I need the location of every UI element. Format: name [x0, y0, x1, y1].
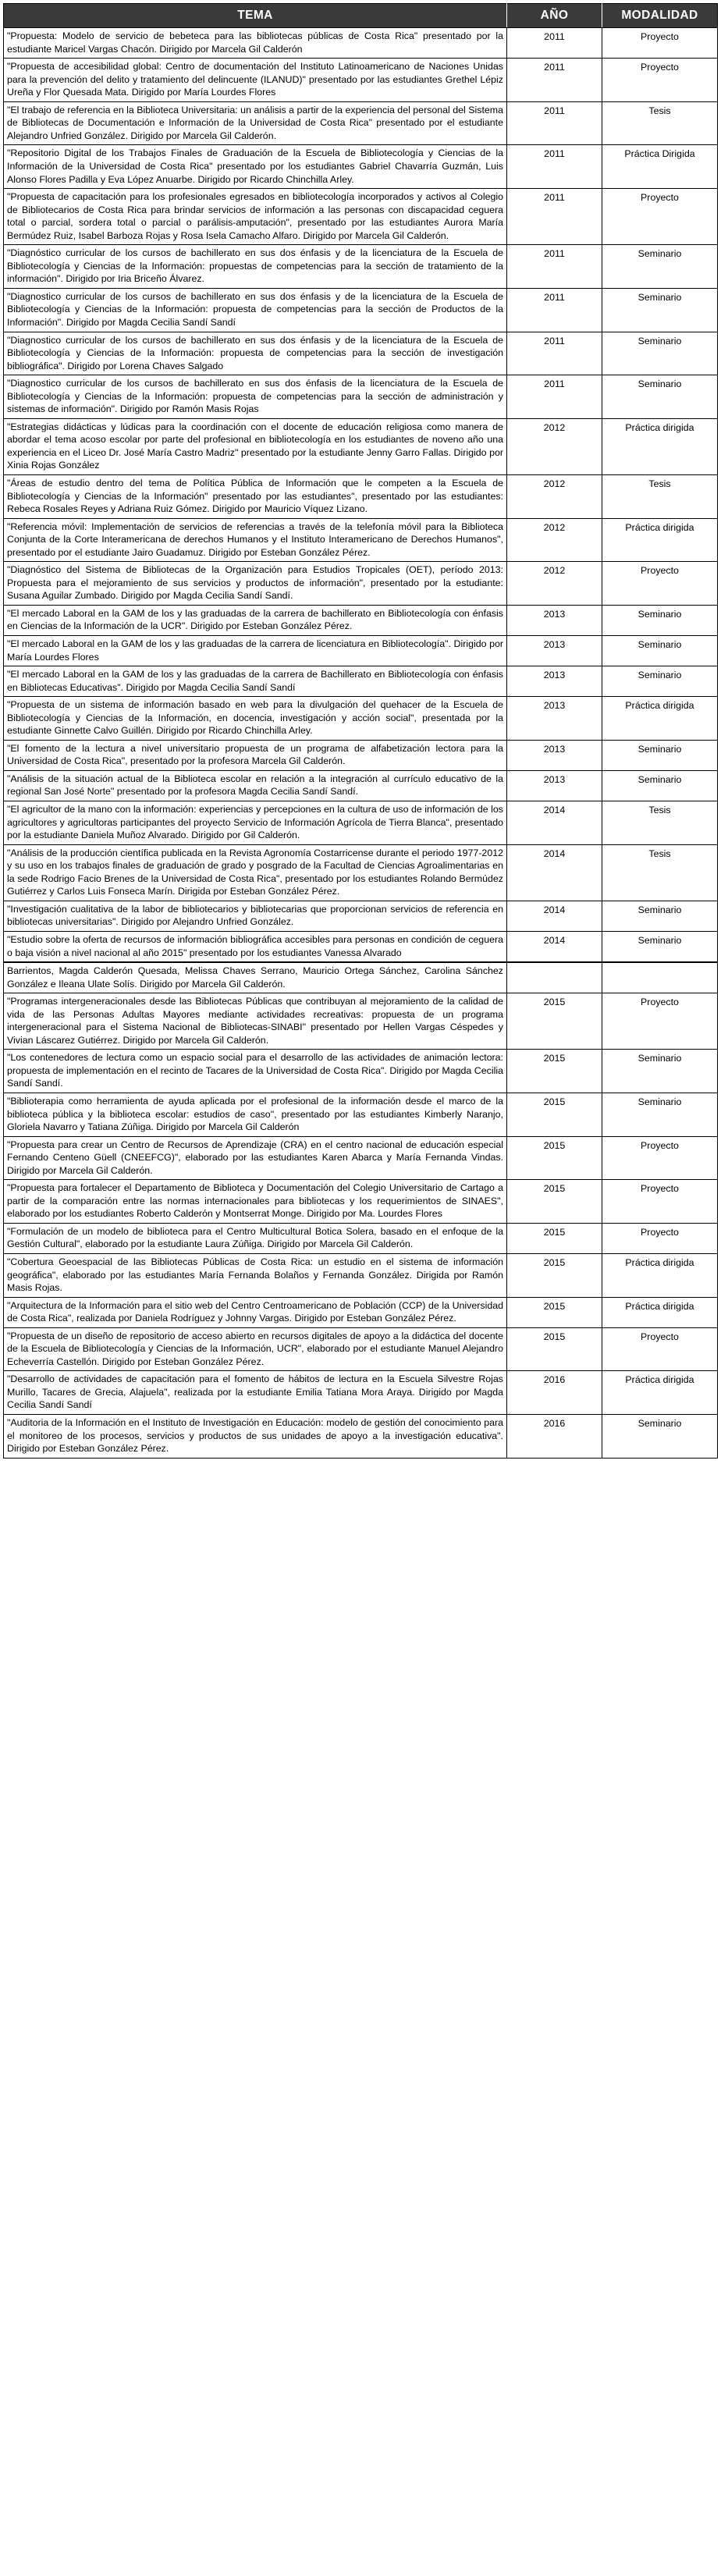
cell-tema: "Programas intergeneracionales desde las Bibliotecas Públicas que contribuyan al mejoramiento de la calidad de vida de las Personas Adultas Mayores mediante actividades recreativas: propuesta de un programa intergeneracional para el Sistema Nacional de Bibliotecas-SINABI" presentado por Hellen Vargas Céspedes y Vivian Láscarez Gutiérrez. Dirigido por Marcela Gil Calderón.: [4, 993, 507, 1050]
cell-modalidad: Seminario: [602, 901, 718, 931]
cell-anio: 2013: [507, 770, 602, 801]
cell-modalidad: Seminario: [602, 332, 718, 375]
cell-modalidad: Tesis: [602, 101, 718, 145]
cell-tema: "El agricultor de la mano con la información: experiencias y percepciones en la cultura de uso de información de los agricultores y agricultoras participantes del proyecto Servicio de Información Agrícola de Tierra Blanca", presentado por la estudiante Daniela Muñoz Alvarado. Dirigido por Gil Calderón.: [4, 801, 507, 845]
table-body: [4, 28, 718, 1459]
cell-modalidad: Práctica Dirigida: [602, 145, 718, 189]
table-row: [4, 740, 718, 770]
cell-tema: "Propuesta: Modelo de servicio de bebeteca para las bibliotecas públicas de Costa Rica" presentado por la estudiante Maricel Vargas Chacón. Dirigido por Marcela Gil Calderón: [4, 28, 507, 59]
cell-anio: [507, 962, 602, 993]
table-row: [4, 245, 718, 289]
cell-modalidad: Seminario: [602, 1093, 718, 1136]
cell-tema: "Propuesta de un diseño de repositorio de acceso abierto en recursos digitales de apoyo a la didáctica del docente de la Escuela de Bibliotecología y Ciencias de la Información, UCR", elaborado por el estudiante Manuel Alejandro Echeverría Castellón. Dirigido por Esteban González Pérez.: [4, 1327, 507, 1371]
cell-anio: 2012: [507, 418, 602, 474]
table-row: [4, 770, 718, 801]
cell-anio: 2015: [507, 1327, 602, 1371]
cell-modalidad: [602, 962, 718, 993]
cell-tema: Barrientos, Magda Calderón Quesada, Melissa Chaves Serrano, Mauricio Ortega Sánchez, Carolina Sánchez González e Ileana Ulate Solís. Dirigido por Marcela Gil Calderón.: [4, 962, 507, 993]
cell-modalidad: Práctica dirigida: [602, 518, 718, 562]
table-row: [4, 28, 718, 59]
cell-tema: "Biblioterapia como herramienta de ayuda aplicada por el profesional de la información desde el marco de la biblioteca pública y la biblioteca escolar: estudios de caso", presentado por las estudiantes Kimberly Naranjo, Gloriela Navarro y Tatiana Zúñiga. Dirigido por Marcela Gil Calderón: [4, 1093, 507, 1136]
table-row: [4, 375, 718, 419]
table-row: [4, 1093, 718, 1136]
cell-tema: "Diagnóstico del Sistema de Bibliotecas de la Organización para Estudios Tropicales (OET), período 2013: Propuesta para el mejoramiento de sus servicios y productos de información", presentado por la estudiante: Susana Aguilar Zumbado. Dirigido por Magda Cecilia Sandí Sandí.: [4, 562, 507, 606]
cell-tema: "Estrategias didácticas y lúdicas para la coordinación con el docente de educación religiosa como manera de abordar el tema acoso escolar por parte del profesional en bibliotecología en los estudiantes de noveno año una experiencia en el Liceo Dr. José María Castro Madriz" presentado por la estudiante Jenny Garro Fallas. Dirigido por Xinia Rojas González: [4, 418, 507, 474]
cell-modalidad: Seminario: [602, 740, 718, 770]
cell-modalidad: Tesis: [602, 475, 718, 519]
cell-tema: "Diagnostico curricular de los cursos de bachillerato en sus dos énfasis de la licenciatura de la Escuela de Bibliotecología y Ciencias de la Información: propuesta de competencias para la sección de administración y sistemas de información". Dirigido por Ramón Masis Rojas: [4, 375, 507, 419]
table-row: [4, 518, 718, 562]
table-row: [4, 1327, 718, 1371]
cell-modalidad: Proyecto: [602, 562, 718, 606]
cell-modalidad: Proyecto: [602, 189, 718, 245]
cell-anio: 2015: [507, 1180, 602, 1224]
cell-anio: 2011: [507, 375, 602, 419]
cell-tema: "El fomento de la lectura a nivel universitario propuesta de un programa de alfabetización lectora para la Universidad de Costa Rica", presentado por la profesora Marcela Gil Calderón.: [4, 740, 507, 770]
cell-tema: "El mercado Laboral en la GAM de los y las graduadas de la carrera de bachillerato en Bibliotecología con énfasis en Ciencias de la Información de la UCR". Dirigido por Esteban González Pérez.: [4, 605, 507, 635]
cell-modalidad: Práctica dirigida: [602, 418, 718, 474]
cell-anio: 2011: [507, 332, 602, 375]
table-row: [4, 1180, 718, 1224]
cell-anio: 2014: [507, 901, 602, 931]
table-row: [4, 801, 718, 845]
cell-modalidad: Proyecto: [602, 1327, 718, 1371]
cell-tema: "Propuesta de un sistema de información basado en web para la divulgación del quehacer de la Escuela de Bibliotecología y Ciencias de la Información, en docencia, investigación y acción social", presentada por la estudiante Ginnette Calvo Guillén. Dirigido por Ricardo Chinchilla Arley.: [4, 697, 507, 741]
table-row: [4, 101, 718, 145]
cell-modalidad: Práctica dirigida: [602, 1253, 718, 1297]
cell-modalidad: Seminario: [602, 1050, 718, 1093]
cell-tema: "Análisis de la producción científica publicada en la Revista Agronomía Costarricense durante el periodo 1977-2012 y su uso en los trabajos finales de graduación de grado y posgrado de la Facultad de Ciencias Agroalimentarias en la sede Rodrigo Facio Brenes de la Universidad de Costa Rica", presentado por los estudiantes Rolando Bermúdez Gutiérrez y Carlos Luis Fonseca Marín. Dirigida por Esteban González Pérez.: [4, 844, 507, 901]
cell-tema: "El mercado Laboral en la GAM de los y las graduadas de la carrera de Bachillerato en Bibliotecología con énfasis en Bibliotecas Educativas". Dirigido por Magda Cecilia Sandí Sandí: [4, 666, 507, 697]
cell-anio: 2016: [507, 1415, 602, 1459]
table-row: [4, 59, 718, 102]
cell-tema: "El trabajo de referencia en la Biblioteca Universitaria: un análisis a partir de la experiencia del personal del Sistema de Bibliotecas de Documentación e Información de la Universidad de Costa Rica" presentado por el estudiante Alejandro Unfried González. Dirigido por Marcela Gil Calderón.: [4, 101, 507, 145]
cell-modalidad: Seminario: [602, 666, 718, 697]
cell-tema: "Cobertura Geoespacial de las Bibliotecas Públicas de Costa Rica: un estudio en el sistema de información geográfica", elaborado por las estudiantes María Fernanda Bolaños y Fernanda González. Dirigida por Ramón Masis Rojas.: [4, 1253, 507, 1297]
cell-anio: 2014: [507, 931, 602, 962]
cell-anio: 2012: [507, 518, 602, 562]
cell-modalidad: Seminario: [602, 605, 718, 635]
cell-tema: "Desarrollo de actividades de capacitación para el fomento de hábitos de lectura en la Escuela Silvestre Rojas Murillo, Tacares de Grecia, Alajuela", realizada por la estudiante Emilia Tatiana Mora Araya. Dirigido por Magda Cecilia Sandí Sandí: [4, 1371, 507, 1415]
cell-anio: 2011: [507, 245, 602, 289]
table-row: [4, 418, 718, 474]
table-row: [4, 666, 718, 697]
cell-tema: "Propuesta de accesibilidad global: Centro de documentación del Instituto Latinoamericano de Naciones Unidas para la prevención del delito y tratamiento del delincuente (ILANUD)" presentado por las estudiantes Grethel Lépiz Ureña y Flor Quesada Mata. Dirigido por María Lourdes Flores: [4, 59, 507, 102]
cell-modalidad: Seminario: [602, 245, 718, 289]
cell-tema: "Diagnostico curricular de los cursos de bachillerato en sus dos énfasis y de la licenciatura de la Escuela de Bibliotecología y Ciencias de la Información: propuesta de competencias para la sección de Productos de la Información". Dirigido por Magda Cecilia Sandí Sandí: [4, 288, 507, 332]
table-row: [4, 475, 718, 519]
cell-anio: 2014: [507, 801, 602, 845]
table-row: [4, 962, 718, 993]
cell-modalidad: Seminario: [602, 931, 718, 962]
cell-tema: "Propuesta de capacitación para los profesionales egresados en bibliotecología incorporados y activos al Colegio de Bibliotecarios de Costa Rica para brindar servicios de información a las personas con discapacidad ceguera total o parcial, sordera total o parcial o parálisis-amputación", presentado por las estudiantes Aurora María Bermúdez Ruiz, Isabel Barboza Rojas y Rosa Isela Camacho Alfaro. Dirigido por Marcela Gil Calderón.: [4, 189, 507, 245]
table-row: [4, 288, 718, 332]
cell-anio: 2013: [507, 697, 602, 741]
table-row: [4, 1253, 718, 1297]
cell-modalidad: Proyecto: [602, 28, 718, 59]
cell-modalidad: Proyecto: [602, 1180, 718, 1224]
cell-modalidad: Práctica dirigida: [602, 1297, 718, 1327]
cell-anio: 2013: [507, 666, 602, 697]
cell-anio: 2011: [507, 59, 602, 102]
cell-modalidad: Práctica dirigida: [602, 1371, 718, 1415]
table-row: [4, 1223, 718, 1253]
cell-tema: "Áreas de estudio dentro del tema de Política Pública de Información que le competen a la Escuela de Bibliotecología y Ciencias de la Información" presentado por las estudiantes", presentado por las estudiantes: Rebeca Rosales Reyes y Adriana Ruiz Gómez. Dirigido por Mauricio Víquez Lizano.: [4, 475, 507, 519]
table-row: [4, 145, 718, 189]
table-row: [4, 1297, 718, 1327]
cell-anio: 2015: [507, 1050, 602, 1093]
table-row: [4, 931, 718, 962]
cell-modalidad: Seminario: [602, 636, 718, 666]
cell-anio: 2012: [507, 562, 602, 606]
cell-anio: 2012: [507, 475, 602, 519]
cell-anio: 2015: [507, 1223, 602, 1253]
table-row: [4, 993, 718, 1050]
cell-tema: "Propuesta para fortalecer el Departamento de Biblioteca y Documentación del Colegio Universitario de Cartago a partir de la comparación entre las normas internacionales para bibliotecas y los requerimientos de SINAES", elaborado por los estudiantes Roberto Calderón y Montserrat Monge. Dirigido por Ma. Lourdes Flores: [4, 1180, 507, 1224]
table-header-row: [4, 4, 718, 28]
cell-tema: "Formulación de un modelo de biblioteca para el Centro Multicultural Botica Solera, basado en el enfoque de la Gestión Cultural", elaborado por la estudiante Laura Zúñiga. Dirigido por Marcela Gil Calderón.: [4, 1223, 507, 1253]
cell-tema: "Análisis de la situación actual de la Biblioteca escolar en relación a la integración al currículo educativo de la regional San José Norte" presentado por la profesora Magda Cecilia Sandí Sandí.: [4, 770, 507, 801]
table-row: [4, 844, 718, 901]
column-header-tema: TEMA: [4, 4, 507, 28]
cell-modalidad: Seminario: [602, 375, 718, 419]
cell-tema: "Propuesta para crear un Centro de Recursos de Aprendizaje (CRA) en el centro nacional de educación especial Fernando Centeno Güell (CNEEFCG)", elaborado por las estudiantes Karen Abarca y María Fernanda Vindas. Dirigido por Marcela Gil Calderón.: [4, 1136, 507, 1180]
table-row: [4, 605, 718, 635]
cell-anio: 2015: [507, 1136, 602, 1180]
cell-modalidad: Seminario: [602, 770, 718, 801]
cell-anio: 2015: [507, 1297, 602, 1327]
cell-tema: "Diagnóstico curricular de los cursos de bachillerato en sus dos énfasis y de la licenciatura de la Escuela de Bibliotecología y Ciencias de la Información: propuestas de competencias para la sección de tratamiento de la información". Dirigido por Iria Briceño Álvarez.: [4, 245, 507, 289]
cell-tema: "Referencia móvil: Implementación de servicios de referencias a través de la telefonía móvil para la Biblioteca Conjunta de la Corte Interamericana de derechos Humanos y el Instituto Interamericano de Derechos Humanos", presentado por el estudiante Jairo Guadamuz. Dirigido por Esteban González Pérez.: [4, 518, 507, 562]
cell-tema: "Diagnostico curricular de los cursos de bachillerato en sus dos énfasis y de la licenciatura de la Escuela de Bibliotecología y Ciencias de la Información: propuesta de competencias para la sección de investigación bibliográfica". Dirigido por Lorena Chaves Salgado: [4, 332, 507, 375]
cell-anio: 2011: [507, 28, 602, 59]
table-row: [4, 1050, 718, 1093]
table-header: [4, 4, 718, 28]
column-header-modalidad: MODALIDAD: [602, 4, 718, 28]
cell-tema: "Investigación cualitativa de la labor de bibliotecarios y bibliotecarias que proporcionan servicios de referencia en bibliotecas universitarias". Dirigido por Alejandro Unfried González.: [4, 901, 507, 931]
cell-anio: 2015: [507, 1093, 602, 1136]
table-row: [4, 1415, 718, 1459]
cell-anio: 2015: [507, 1253, 602, 1297]
cell-modalidad: Seminario: [602, 1415, 718, 1459]
column-header-anio: AÑO: [507, 4, 602, 28]
cell-modalidad: Proyecto: [602, 1223, 718, 1253]
cell-modalidad: Proyecto: [602, 1136, 718, 1180]
cell-tema: "Repositorio Digital de los Trabajos Finales de Graduación de la Escuela de Bibliotecología y Ciencias de la Información de la Universidad de Costa Rica" presentado por los estudiantes Gabriel Chavarría Guzmán, Luis Alonso Flores Padilla y Eva López Anuarbe. Dirigido por Ricardo Chinchilla Arley.: [4, 145, 507, 189]
cell-tema: "Estudio sobre la oferta de recursos de información bibliográfica accesibles para personas en condición de ceguera o baja visión a nivel nacional al año 2015" presentado por los estudiantes Vanessa Alvarado: [4, 931, 507, 962]
cell-anio: 2011: [507, 101, 602, 145]
table-row: [4, 562, 718, 606]
cell-anio: 2013: [507, 740, 602, 770]
cell-modalidad: Proyecto: [602, 59, 718, 102]
cell-modalidad: Seminario: [602, 288, 718, 332]
cell-anio: 2015: [507, 993, 602, 1050]
table-row: [4, 189, 718, 245]
cell-tema: "Auditoria de la Información en el Instituto de Investigación en Educación: modelo de gestión del conocimiento para el monitoreo de los procesos, servicios y productos de sus unidades de apoyo a la investigación educativa". Dirigido por Esteban González Pérez.: [4, 1415, 507, 1459]
cell-anio: 2013: [507, 605, 602, 635]
trabajos-finales-graduacion-table: [3, 3, 718, 1459]
cell-anio: 2014: [507, 844, 602, 901]
cell-modalidad: Práctica dirigida: [602, 697, 718, 741]
table-row: [4, 636, 718, 666]
cell-anio: 2011: [507, 189, 602, 245]
table-row: [4, 1371, 718, 1415]
cell-modalidad: Proyecto: [602, 993, 718, 1050]
cell-anio: 2016: [507, 1371, 602, 1415]
cell-tema: "Arquitectura de la Información para el sitio web del Centro Centroamericano de Población (CCP) de la Universidad de Costa Rica", realizada por Daniela Rodríguez y Johnny Vargas. Dirigido por Esteban González Pérez.: [4, 1297, 507, 1327]
cell-anio: 2011: [507, 288, 602, 332]
table-row: [4, 697, 718, 741]
cell-anio: 2011: [507, 145, 602, 189]
cell-modalidad: Tesis: [602, 801, 718, 845]
cell-anio: 2013: [507, 636, 602, 666]
table-row: [4, 1136, 718, 1180]
table-row: [4, 901, 718, 931]
cell-tema: "El mercado Laboral en la GAM de los y las graduadas de la carrera de licenciatura en Bibliotecología". Dirigido por María Lourdes Flores: [4, 636, 507, 666]
cell-tema: "Los contenedores de lectura como un espacio social para el desarrollo de las actividades de animación lectora: propuesta de implementación en el recinto de Tacares de la Universidad de Costa Rica". Dirigido por Magda Cecilia Sandí Sandí.: [4, 1050, 507, 1093]
cell-modalidad: Tesis: [602, 844, 718, 901]
table-row: [4, 332, 718, 375]
